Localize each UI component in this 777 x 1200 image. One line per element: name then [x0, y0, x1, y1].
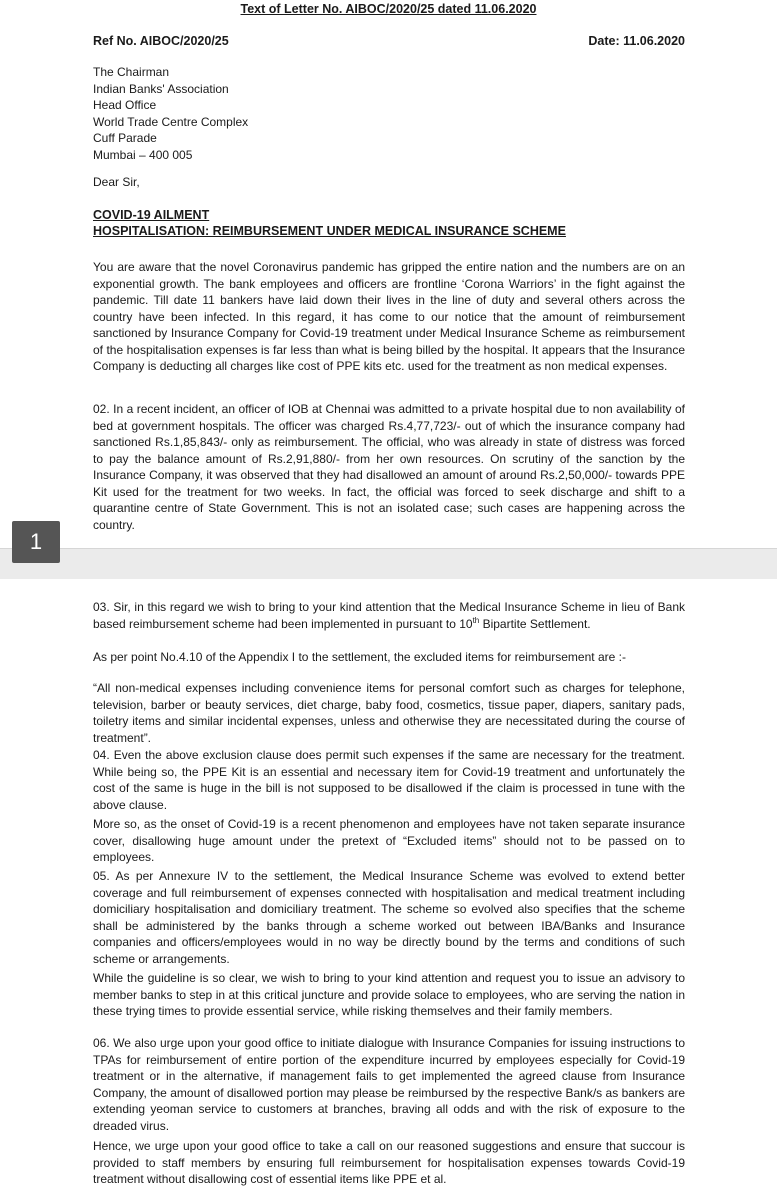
paragraph-2: 02. In a recent incident, an officer of IOB at Chennai was admitted to a private hospital due to non availability of bed at government hospitals. The officer was charged Rs.4,77,723/- out of which the insurance company had sanctioned Rs.1,85,843/- only as reimbursement. The official, who was already in state of distress was forced to pay the balance amount of Rs.2,91,880/- from her own resources. On scrutiny of the sanction by the Insurance Company, it was observed that they had disallowed an amount of around Rs.2,50,000/- towards PPE Kit used for the treatment for two weeks. In fact, the official was forced to seek discharge and shift to a quarantine centre of State Government. This is not an isolated case; such cases are happening across the country.: [93, 402, 685, 532]
address-line: World Trade Centre Complex: [93, 114, 249, 129]
address-line: Cuff Parade: [93, 131, 157, 145]
letter-title-text: Text of Letter No. AIBOC/2020/25 dated 11.06.2020: [240, 2, 537, 16]
letter-date: Date: 11.06.2020: [588, 34, 685, 48]
recipient-address: [93, 64, 248, 163]
paragraph-9: While the guideline is so clear, we wish to bring to your kind attention and request you to issue an advisory to member banks to step in at this critical juncture and provide solace to employees, who are serving the nation in these trying times to provide essential service, while risking themselves and their family members.: [93, 971, 685, 1018]
paragraph-4: As per point No.4.10 of the Appendix I to the settlement, the excluded items for reimbursement are :-: [93, 650, 626, 664]
address-line: The Chairman: [93, 65, 170, 79]
paragraph-5-quote: “All non-medical expenses including convenience items for personal comfort such as charges for telephone, television, barber or beauty services, diet charge, baby food, cosmetics, tissue paper, diapers, sanitary pads, toiletry items and similar incidental expenses, unless and otherwise they are necessitated during the course of treatment”.: [93, 681, 685, 745]
page-separator: [0, 548, 777, 581]
address-line: Head Office: [93, 98, 157, 112]
paragraph-3: [93, 599, 685, 632]
reference-line: [93, 34, 685, 48]
paragraph-1: You are aware that the novel Coronavirus pandemic has gripped the entire nation and the numbers are on an exponential growth. The bank employees and officers are frontline ‘Corona Warriors’ in the fight against the pandemic. Till date 11 bankers have laid down their lives in the line of duty and several others across the country have been infected. In this regard, it has come to our notice that the amount of reimbursement sanctioned by Insurance Company for Covid-19 treatment under Medical Insurance Scheme as reimbursement of the hospitalisation expenses is far less than what is being billed by the hospital. It appears that the Insurance Company is deducting all charges like cost of PPE kits etc. used for the treatment as non medical expenses.: [93, 260, 685, 373]
address-line: Indian Banks' Association: [93, 81, 229, 96]
paragraph-8: 05. As per Annexure IV to the settlement, the Medical Insurance Scheme was evolved to extend better coverage and full reimbursement of expenses connected with hospitalisation and medical treatment including domiciliary hospitalisation and domiciliary treatment. The scheme so evolved also specifies that the scheme shall be administered by the banks through a scheme worked out between IBA/Banks and Insurance companies and officers/employees would in no way be directly bound by the terms and conditions of such scheme or arrangements.: [93, 869, 685, 966]
subject-heading: [93, 207, 566, 239]
paragraph-11: Hence, we urge upon your good office to take a call on our reasoned suggestions and ensure that succour is provided to staff members by ensuring full reimbursement for hospitalisation expenses towards Covid-19 treatment without disallowing cost of essential items like PPE et al.: [93, 1139, 685, 1186]
paragraph-10: 06. We also urge upon your good office to initiate dialogue with Insurance Companies for issuing instructions to TPAs for reimbursement of entire portion of the expenditure incurred by employees especially for Covid-19 treatment or in the alternative, if management fails to get implemented the agreed clause from Insurance Company, the amount of disallowed portion may please be reimbursed by the respective Bank/s as bankers are extending yeoman service to customers at branches, braving all odds and with the risk of exposure to the dreaded virus.: [93, 1036, 685, 1133]
salutation: Dear Sir,: [93, 175, 140, 189]
letter-page-2: [0, 579, 777, 1200]
page-number-badge: 1: [12, 521, 60, 563]
ordinal-suffix: th: [472, 615, 480, 625]
paragraph-3-end: Bipartite Settlement.: [479, 616, 591, 631]
paragraph-3-text: 03. Sir, in this regard we wish to bring to your kind attention that the Medical Insurance Scheme in lieu of Bank based reimbursement scheme had been implemented in pursuant to 10: [93, 600, 685, 631]
subject-line-1: COVID-19 AILMENT: [93, 208, 210, 222]
letter-page-1: [0, 0, 777, 548]
reference-number: Ref No. AIBOC/2020/25: [93, 34, 229, 48]
address-line: Mumbai – 400 005: [93, 147, 193, 162]
letter-title: [0, 2, 777, 16]
paragraph-7: More so, as the onset of Covid-19 is a recent phenomenon and employees have not taken separate insurance cover, disallowing huge amount under the pretext of “Excluded items” should not to be passed on to employees.: [93, 817, 685, 864]
paragraph-6: 04. Even the above exclusion clause does permit such expenses if the same are necessary for the treatment. While being so, the PPE Kit is an essential and necessary item for Covid-19 treatment and unfortunately the cost of the same is huge in the bill is not supposed to be disallowed if the claim is processed in tune with the above clause.: [93, 748, 685, 812]
subject-line-2: HOSPITALISATION: REIMBURSEMENT UNDER MEDICAL INSURANCE SCHEME: [93, 224, 566, 238]
